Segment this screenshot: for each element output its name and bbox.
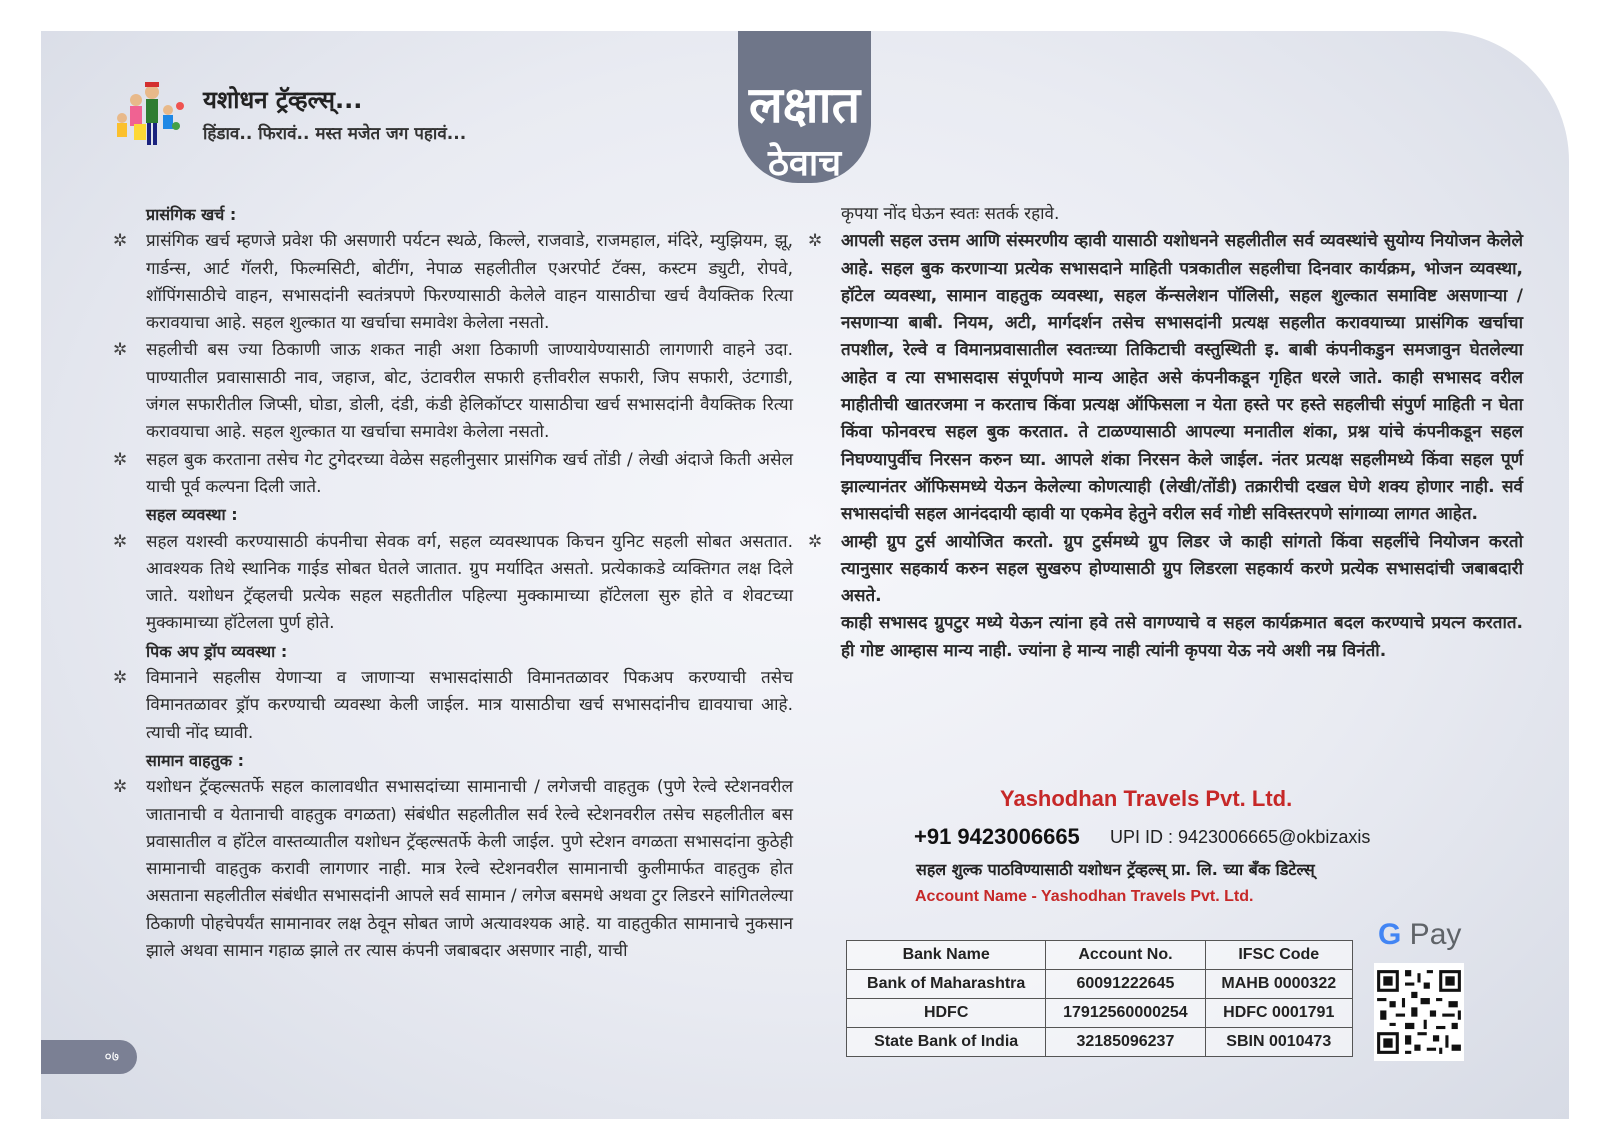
remember-tab xyxy=(738,31,871,183)
column-header: Bank Name xyxy=(847,941,1046,970)
bullet-paragraph: ✲ सहल यशस्वी करण्यासाठी कंपनीचा सेवक वर्ग, सहल व्यवस्थापक किचन युनिट सहली सोबत असतात. आवश्यक तिथे स्थानिक गाईड सोबत घेतले जातात. ग्रुप मर्यादित असतो. प्रत्येकाकडे व्यक्तिगत लक्ष दिले जाते. यशोधन ट्रॅव्हलची प्रत्येक सहल सहतीतील पहिल्या मुक्कामाच्या हॉटेलला सुरु होते व शेवटच्या मुक्कामाच्या हॉटेलला पुर्ण होते. xyxy=(113,529,793,638)
section-heading: प्रासंगिक खर्च : xyxy=(146,205,237,224)
asterisk-icon: ✲ xyxy=(113,531,128,552)
asterisk-icon: ✲ xyxy=(113,340,128,361)
account-number-cell: 60091222645 xyxy=(1046,970,1205,999)
asterisk-icon: ✲ xyxy=(113,777,128,798)
upi-id: UPI ID : 9423006665@okbizaxis xyxy=(1110,827,1371,847)
bullet-paragraph: ✲ आम्ही ग्रुप टुर्स आयोजित करतो. ग्रुप टुर्समध्ये ग्रुप लिडर जे काही सांगतो किंवा सहलींचे नियोजन करतो त्यानुसार सहकार्य करुन सहल सुखरुप होण्यासाठी ग्रुप लिडरला सहकार्य करणे प्रत्येक सभासदांची जबाबदारी असते. xyxy=(808,529,1523,611)
section-heading: पिक अप ड्रॉप व्यवस्था : xyxy=(146,641,288,661)
left-column xyxy=(113,201,793,965)
asterisk-icon: ✲ xyxy=(113,449,128,470)
asterisk-icon: ✲ xyxy=(113,668,128,689)
table-row xyxy=(847,970,1353,999)
bank-details-heading: सहल शुल्क पाठविण्यासाठी यशोधन ट्रॅव्हल्स् प्रा. लि. च्या बँक डिटेल्स् xyxy=(916,860,1315,879)
bullet-paragraph: ✲ यशोधन ट्रॅव्हल्सतर्फे सहल कालावधीत सभासदांच्या सामानाची / लगेजची वाहतुक (पुणे रेल्वे स्टेशनवरील जातानाची व येतानाची वाहतुक वगळता) संबंधीत सहलीतील सर्व रेल्वे स्टेशनवरील तसेच सहलीतील बस प्रवासातील व हॉटेल वास्तव्यातील यशोधन ट्रॅव्हल्सतर्फे केली जाईल. पुणे स्टेशन वगळता सभासदांना कुठेही सामानाची वाहतुक करावी लागणार नाही. मात्र रेल्वे स्टेशनवरील सामानाची कुलीमार्फत वाहतुक होत असताना सहलीतील संबंधीत सभासदांनी आपले सर्व सामान / लगेज बसमधे अथवा टुर लिडरने सांगितलेल्या ठिकाणी पोहचेपर्यंत सामानावर लक्ष ठेवून सोबत जाणे अत्यावश्यक आहे. या वाहतुकीत सामानाचे नुकसान झाले अथवा सामान गहाळ झाले तर त्यास कंपनी जबाबदार असणार नाही, याची xyxy=(113,774,793,965)
bullet-paragraph: ✲ विमानाने सहलीस येणाऱ्या व जाणाऱ्या सभासदांसाठी विमानतळावर पिकअप करण्याची तसेच विमानतळावर ड्रॉप करण्याची व्यवस्था केली जाईल. मात्र यासाठीचा खर्च सभासदांनीच द्यावयाचा आहे. त्याची नोंद घ्यावी. xyxy=(113,665,793,747)
bullet-paragraph: ✲ आपली सहल उत्तम आणि संस्मरणीय व्हावी यासाठी यशोधनने सहलीतील सर्व व्यवस्थांचे सुयोग्य नियोजन केलेले आहे. सहल बुक करणाऱ्या प्रत्येक सभासदाने माहिती पत्रकातील सहलीचा दिनवार कार्यक्रम, भोजन व्यवस्था, हॉटेल व्यवस्था, सामान वाहतुक व्यवस्था, सहल कॅन्सलेशन पॉलिसी, सहल शुल्कात समाविष्ट असणाऱ्या / नसणाऱ्या बाबी. नियम, अटी, मार्गदर्शन तसेच सभासदांनी प्रत्यक्ष सहलीत करावयाच्या प्रासंगिक खर्चाचा तपशील, रेल्वे व विमानप्रवासातील स्वतःच्या तिकिटाची वस्तुस्थिती इ. बाबी कंपनीकडुन समजावुन घेतलेल्या आहेत व त्या सभासदास संपूर्णपणे मान्य आहेत असे कंपनीकडून गृहित धरले जाते. काही सभासद वरील माहीतीची खातरजमा न करताच किंवा प्रत्यक्ष ऑफिसला न येता हस्ते पर हस्ते सहलीची संपुर्ण माहिती न घेता किंवा फोनवरच सहल बुक करतात. ते टाळण्यासाठी आपल्या मनातील शंका, प्रश्न यांचे कंपनीकडून सहल निघण्यापुर्वीच निरसन करुन घ्या. आपले शंका निरसन केले जाईल. नंतर प्रत्यक्ष सहलीमध्ये किंवा सहल पूर्ण झाल्यानंतर ऑफिसमध्ये येऊन केलेल्या कोणत्याही (लेखी/तोंडी) तक्रारीची दखल घेणे शक्य होणार नाही. सर्व सभासदांची सहल आनंददायी व्हावी या एकमेव हेतुने वरील सर्व गोष्टी सविस्तरपणे सांगाव्या लागत आहेत. xyxy=(808,228,1523,528)
section-heading: सहल व्यवस्था : xyxy=(146,505,238,525)
asterisk-icon: ✲ xyxy=(808,531,823,552)
bullet-paragraph: ✲ सहल बुक करताना तसेच गेट टुगेदरच्या वेळेस सहलीनुसार प्रासंगिक खर्च तोंडी / लेखी अंदाजे किती असेल याची पूर्व कल्पना दिली जाते. xyxy=(113,447,793,502)
bullet-paragraph: ✲ प्रासंगिक खर्च म्हणजे प्रवेश फी असणारी पर्यटन स्थळे, किल्ले, राजवाडे, राजमहाल, मंदिरे, म्युझियम, झू, गार्डन्स, आर्ट गॅलरी, फिल्मसिटी, बोटींग, नेपाळ सहलीतील एअरपोर्ट टॅक्स, कस्टम ड्युटी, रोपवे, शॉपिंगसाठीचे वाहन, सभासदांनी स्वतंत्रपणे फिरण्यासाठी केलेले वाहन यासाठीचा खर्च वैयक्तिक रित्या करावयाचा आहे. सहल शुल्कात या खर्चाचा समावेश केलेला नसतो. xyxy=(113,228,793,337)
brand-tagline: हिंडाव.. फिरावं.. मस्त मजेत जग पहावं... xyxy=(203,124,467,144)
brand-title: यशोधन ट्रॅव्हल्स्... xyxy=(203,86,363,114)
bank-name-cell: HDFC xyxy=(847,999,1046,1028)
bullet-paragraph: ✲ सहलीची बस ज्या ठिकाणी जाऊ शकत नाही अशा ठिकाणी जाण्यायेण्यासाठी लागणारी वाहने उदा. पाण्यातील प्रवासासाठी नाव, जहाज, बोट, उंटावरील सफारी हत्तीवरील सफारी, जिप सफारी, उंटगाडी, जंगल सफारीतील जिप्सी, घोडा, डोली, दंडी, कंडी हेलिकॉप्टर यासाठीचा खर्च सभासदांनी वैयक्तिक रित्या करावयाचा आहे. सहल शुल्कात या खर्चाचा समावेश केलेला नसतो. xyxy=(113,337,793,446)
account-number-cell: 17912560000254 xyxy=(1046,999,1205,1028)
bank-details-table xyxy=(846,940,1353,1057)
column-header: IFSC Code xyxy=(1205,941,1352,970)
google-pay-logo: G Pay xyxy=(1378,918,1462,951)
ifsc-cell: HDFC 0001791 xyxy=(1205,999,1352,1028)
section-heading: सामान वाहतुक : xyxy=(146,750,245,770)
phone-number: +91 9423006665 xyxy=(914,824,1080,849)
tab-line-2: ठेवाच xyxy=(767,142,842,184)
tab-line-1: लक्षात xyxy=(748,75,861,134)
bank-name-cell: State Bank of India xyxy=(847,1028,1046,1057)
table-row xyxy=(847,999,1353,1028)
company-name: Yashodhan Travels Pvt. Ltd. xyxy=(1000,786,1293,811)
table-row xyxy=(847,1028,1353,1057)
account-number-cell: 32185096237 xyxy=(1046,1028,1205,1057)
asterisk-icon: ✲ xyxy=(113,231,128,252)
ifsc-cell: SBIN 0010473 xyxy=(1205,1028,1352,1057)
closing-paragraph: काही सभासद ग्रुपटुर मध्ये येऊन त्यांना हवे तसे वागण्याचे व सहल कार्यक्रमात बदल करण्याचे प्रयत्न करतात. ही गोष्ट आम्हास मान्य नाही. ज्यांना हे मान्य नाही त्यांनी कृपया येऊ नये अशी नम्र विनंती. xyxy=(841,613,1523,661)
bank-name-cell: Bank of Maharashtra xyxy=(847,970,1046,999)
column-header: Account No. xyxy=(1046,941,1205,970)
account-name: Account Name - Yashodhan Travels Pvt. Ltd. xyxy=(915,888,1254,905)
qr-code-icon xyxy=(1374,963,1464,1061)
page-number-tab: ०७ xyxy=(41,1040,137,1074)
right-column xyxy=(808,201,1523,665)
asterisk-icon: ✲ xyxy=(808,231,823,252)
table-header-row xyxy=(847,941,1353,970)
ifsc-cell: MAHB 0000322 xyxy=(1205,970,1352,999)
family-travel-logo xyxy=(110,78,190,152)
continued-text: कृपया नोंद घेऊन स्वतः सतर्क रहावे. xyxy=(841,204,1060,224)
